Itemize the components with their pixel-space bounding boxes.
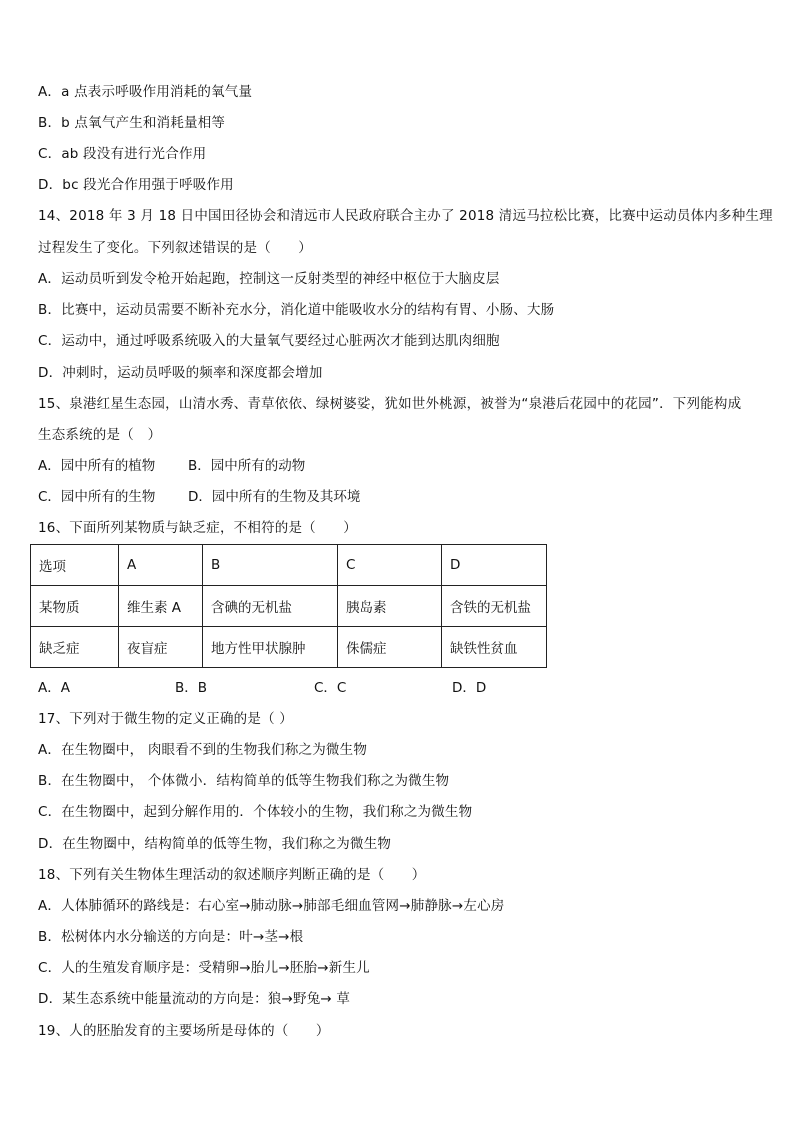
table-cell: B bbox=[203, 545, 338, 586]
q18-option-a: A．人体肺循环的路线是：右心室→肺动脉→肺部毛细血管网→肺静脉→左心房 bbox=[38, 898, 505, 914]
table-cell: 侏儒症 bbox=[338, 627, 442, 668]
q17-stem: 17、下列对于微生物的定义正确的是（ ） bbox=[38, 711, 293, 727]
q13-option-a: A．a 点表示呼吸作用消耗的氧气量 bbox=[38, 84, 253, 100]
q17-option-d: D．在生物圈中，结构简单的低等生物，我们称之为微生物 bbox=[38, 836, 392, 852]
table-cell: 某物质 bbox=[31, 586, 119, 627]
q19-stem: 19、人的胚胎发育的主要场所是母体的（ ） bbox=[38, 1023, 330, 1039]
q18-stem: 18、下列有关生物体生理活动的叙述顺序判断正确的是（ ） bbox=[38, 867, 426, 883]
q17-option-b: B．在生物圈中， 个体微小．结构简单的低等生物我们称之为微生物 bbox=[38, 773, 450, 789]
table-cell: 胰岛素 bbox=[338, 586, 442, 627]
table-row bbox=[31, 627, 547, 668]
table-cell: 维生素 A bbox=[119, 586, 203, 627]
q14-option-c: C．运动中，通过呼吸系统吸入的大量氧气要经过心脏两次才能到达肌肉细胞 bbox=[38, 333, 500, 349]
q13-option-c: C．ab 段没有进行光合作用 bbox=[38, 146, 207, 162]
q14-stem-line1: 14、2018 年 3 月 18 日中国田径协会和清远市人民政府联合主办了 2018 清远马拉松比赛，比赛中运动员体内多种生理 bbox=[38, 208, 773, 224]
q16-option-c: C．C bbox=[314, 680, 347, 696]
q17-option-a: A．在生物圈中， 肉眼看不到的生物我们称之为微生物 bbox=[38, 742, 368, 758]
q15-option-d: D．园中所有的生物及其环境 bbox=[188, 489, 361, 505]
table-cell: 选项 bbox=[31, 545, 119, 586]
q16-option-a: A．A bbox=[38, 680, 70, 696]
table-cell: 缺乏症 bbox=[31, 627, 119, 668]
table-row bbox=[31, 545, 547, 586]
q14-stem-line2: 过程发生了变化。下列叙述错误的是（ ） bbox=[38, 240, 312, 256]
table-row bbox=[31, 586, 547, 627]
table-cell: 缺铁性贫血 bbox=[442, 627, 547, 668]
q18-option-d: D．某生态系统中能量流动的方向是：狼→野兔→ 草 bbox=[38, 991, 351, 1007]
q15-stem-line1: 15、泉港红星生态园，山清水秀、青草依依、绿树婆娑，犹如世外桃源，被誉为“泉港后花园中的花园”．下列能构成 bbox=[38, 396, 742, 412]
q14-option-a: A．运动员听到发令枪开始起跑，控制这一反射类型的神经中枢位于大脑皮层 bbox=[38, 271, 500, 287]
q16-table bbox=[30, 544, 547, 668]
table-cell: C bbox=[338, 545, 442, 586]
q15-option-a: A．园中所有的植物 bbox=[38, 458, 156, 474]
q15-option-c: C．园中所有的生物 bbox=[38, 489, 156, 505]
q17-option-c: C．在生物圈中，起到分解作用的．个体较小的生物，我们称之为微生物 bbox=[38, 804, 473, 820]
q16-option-d: D．D bbox=[452, 680, 487, 696]
q16-stem: 16、下面所列某物质与缺乏症，不相符的是（ ） bbox=[38, 520, 357, 536]
q18-option-c: C．人的生殖发育顺序是：受精卵→胎儿→胚胎→新生儿 bbox=[38, 960, 370, 976]
q13-option-d: D．bc 段光合作用强于呼吸作用 bbox=[38, 177, 234, 193]
q14-option-d: D．冲刺时，运动员呼吸的频率和深度都会增加 bbox=[38, 365, 323, 381]
table-cell: 地方性甲状腺肿 bbox=[203, 627, 338, 668]
table-cell: 含碘的无机盐 bbox=[203, 586, 338, 627]
q14-option-b: B．比赛中，运动员需要不断补充水分，消化道中能吸收水分的结构有胃、小肠、大肠 bbox=[38, 302, 555, 318]
table-cell: 夜盲症 bbox=[119, 627, 203, 668]
q16-option-b: B．B bbox=[175, 680, 208, 696]
table-cell: A bbox=[119, 545, 203, 586]
q15-stem-line2: 生态系统的是（ ） bbox=[38, 427, 162, 443]
q15-option-b: B．园中所有的动物 bbox=[188, 458, 306, 474]
table-cell: 含铁的无机盐 bbox=[442, 586, 547, 627]
table-cell: D bbox=[442, 545, 547, 586]
q18-option-b: B．松树体内水分输送的方向是：叶→茎→根 bbox=[38, 929, 304, 945]
q13-option-b: B．b 点氧气产生和消耗量相等 bbox=[38, 115, 226, 131]
